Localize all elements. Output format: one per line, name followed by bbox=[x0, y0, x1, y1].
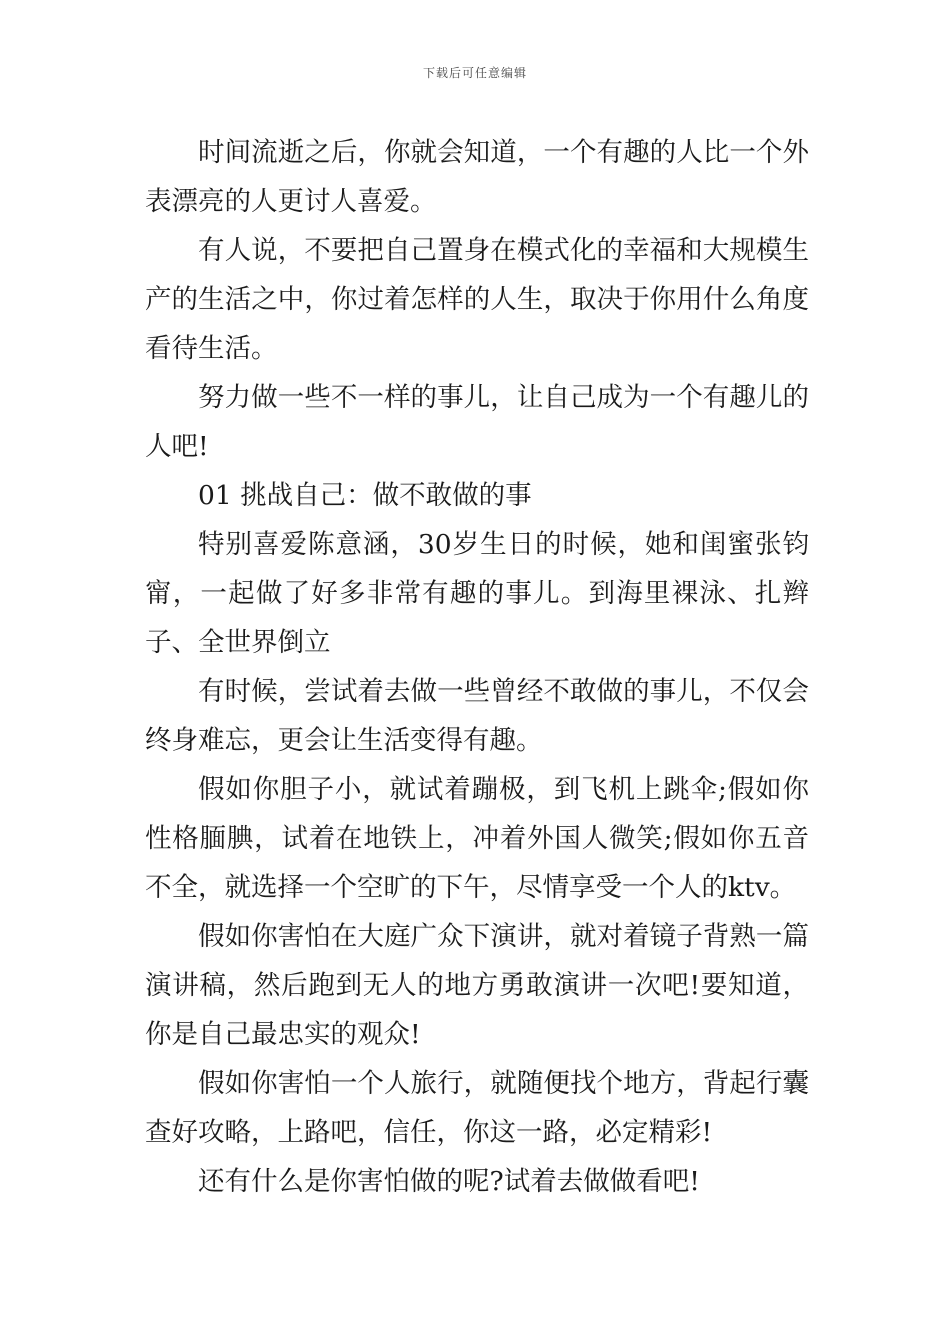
paragraph-5: 有时候，尝试着去做一些曾经不敢做的事儿，不仅会终身难忘，更会让生活变得有趣。 bbox=[145, 676, 809, 756]
paragraph-9: 还有什么是你害怕做的呢?试着去做做看吧! bbox=[198, 1166, 700, 1197]
paragraph-7: 假如你害怕在大庭广众下演讲，就对着镜子背熟一篇演讲稿，然后跑到无人的地方勇敢演讲一次吧!要知道，你是自己最忠实的观众! bbox=[145, 921, 809, 1050]
page-header-note: 下载后可任意编辑 bbox=[422, 66, 527, 80]
section-heading: 01 挑战自己：做不敢做的事 bbox=[198, 480, 532, 511]
paragraph-2: 有人说，不要把自己置身在模式化的幸福和大规模生产的生活之中，你过着怎样的人生，取决于你用什么角度看待生活。 bbox=[145, 235, 809, 364]
paragraph-8: 假如你害怕一个人旅行，就随便找个地方，背起行囊查好攻略，上路吧，信任，你这一路，必定精彩! bbox=[145, 1068, 809, 1148]
paragraph-3: 努力做一些不一样的事儿，让自己成为一个有趣儿的人吧! bbox=[145, 382, 809, 462]
document-body bbox=[145, 128, 809, 1206]
paragraph-1: 时间流逝之后，你就会知道，一个有趣的人比一个外表漂亮的人更讨人喜爱。 bbox=[145, 137, 809, 217]
paragraph-6: 假如你胆子小，就试着蹦极，到飞机上跳伞;假如你性格腼腆，试着在地铁上，冲着外国人微笑;假如你五音不全，就选择一个空旷的下午，尽情享受一个人的ktv。 bbox=[145, 774, 809, 903]
paragraph-4: 特别喜爱陈意涵，30岁生日的时候，她和闺蜜张钧甯，一起做了好多非常有趣的事儿。到海里裸泳、扎辫子、全世界倒立 bbox=[145, 529, 809, 658]
